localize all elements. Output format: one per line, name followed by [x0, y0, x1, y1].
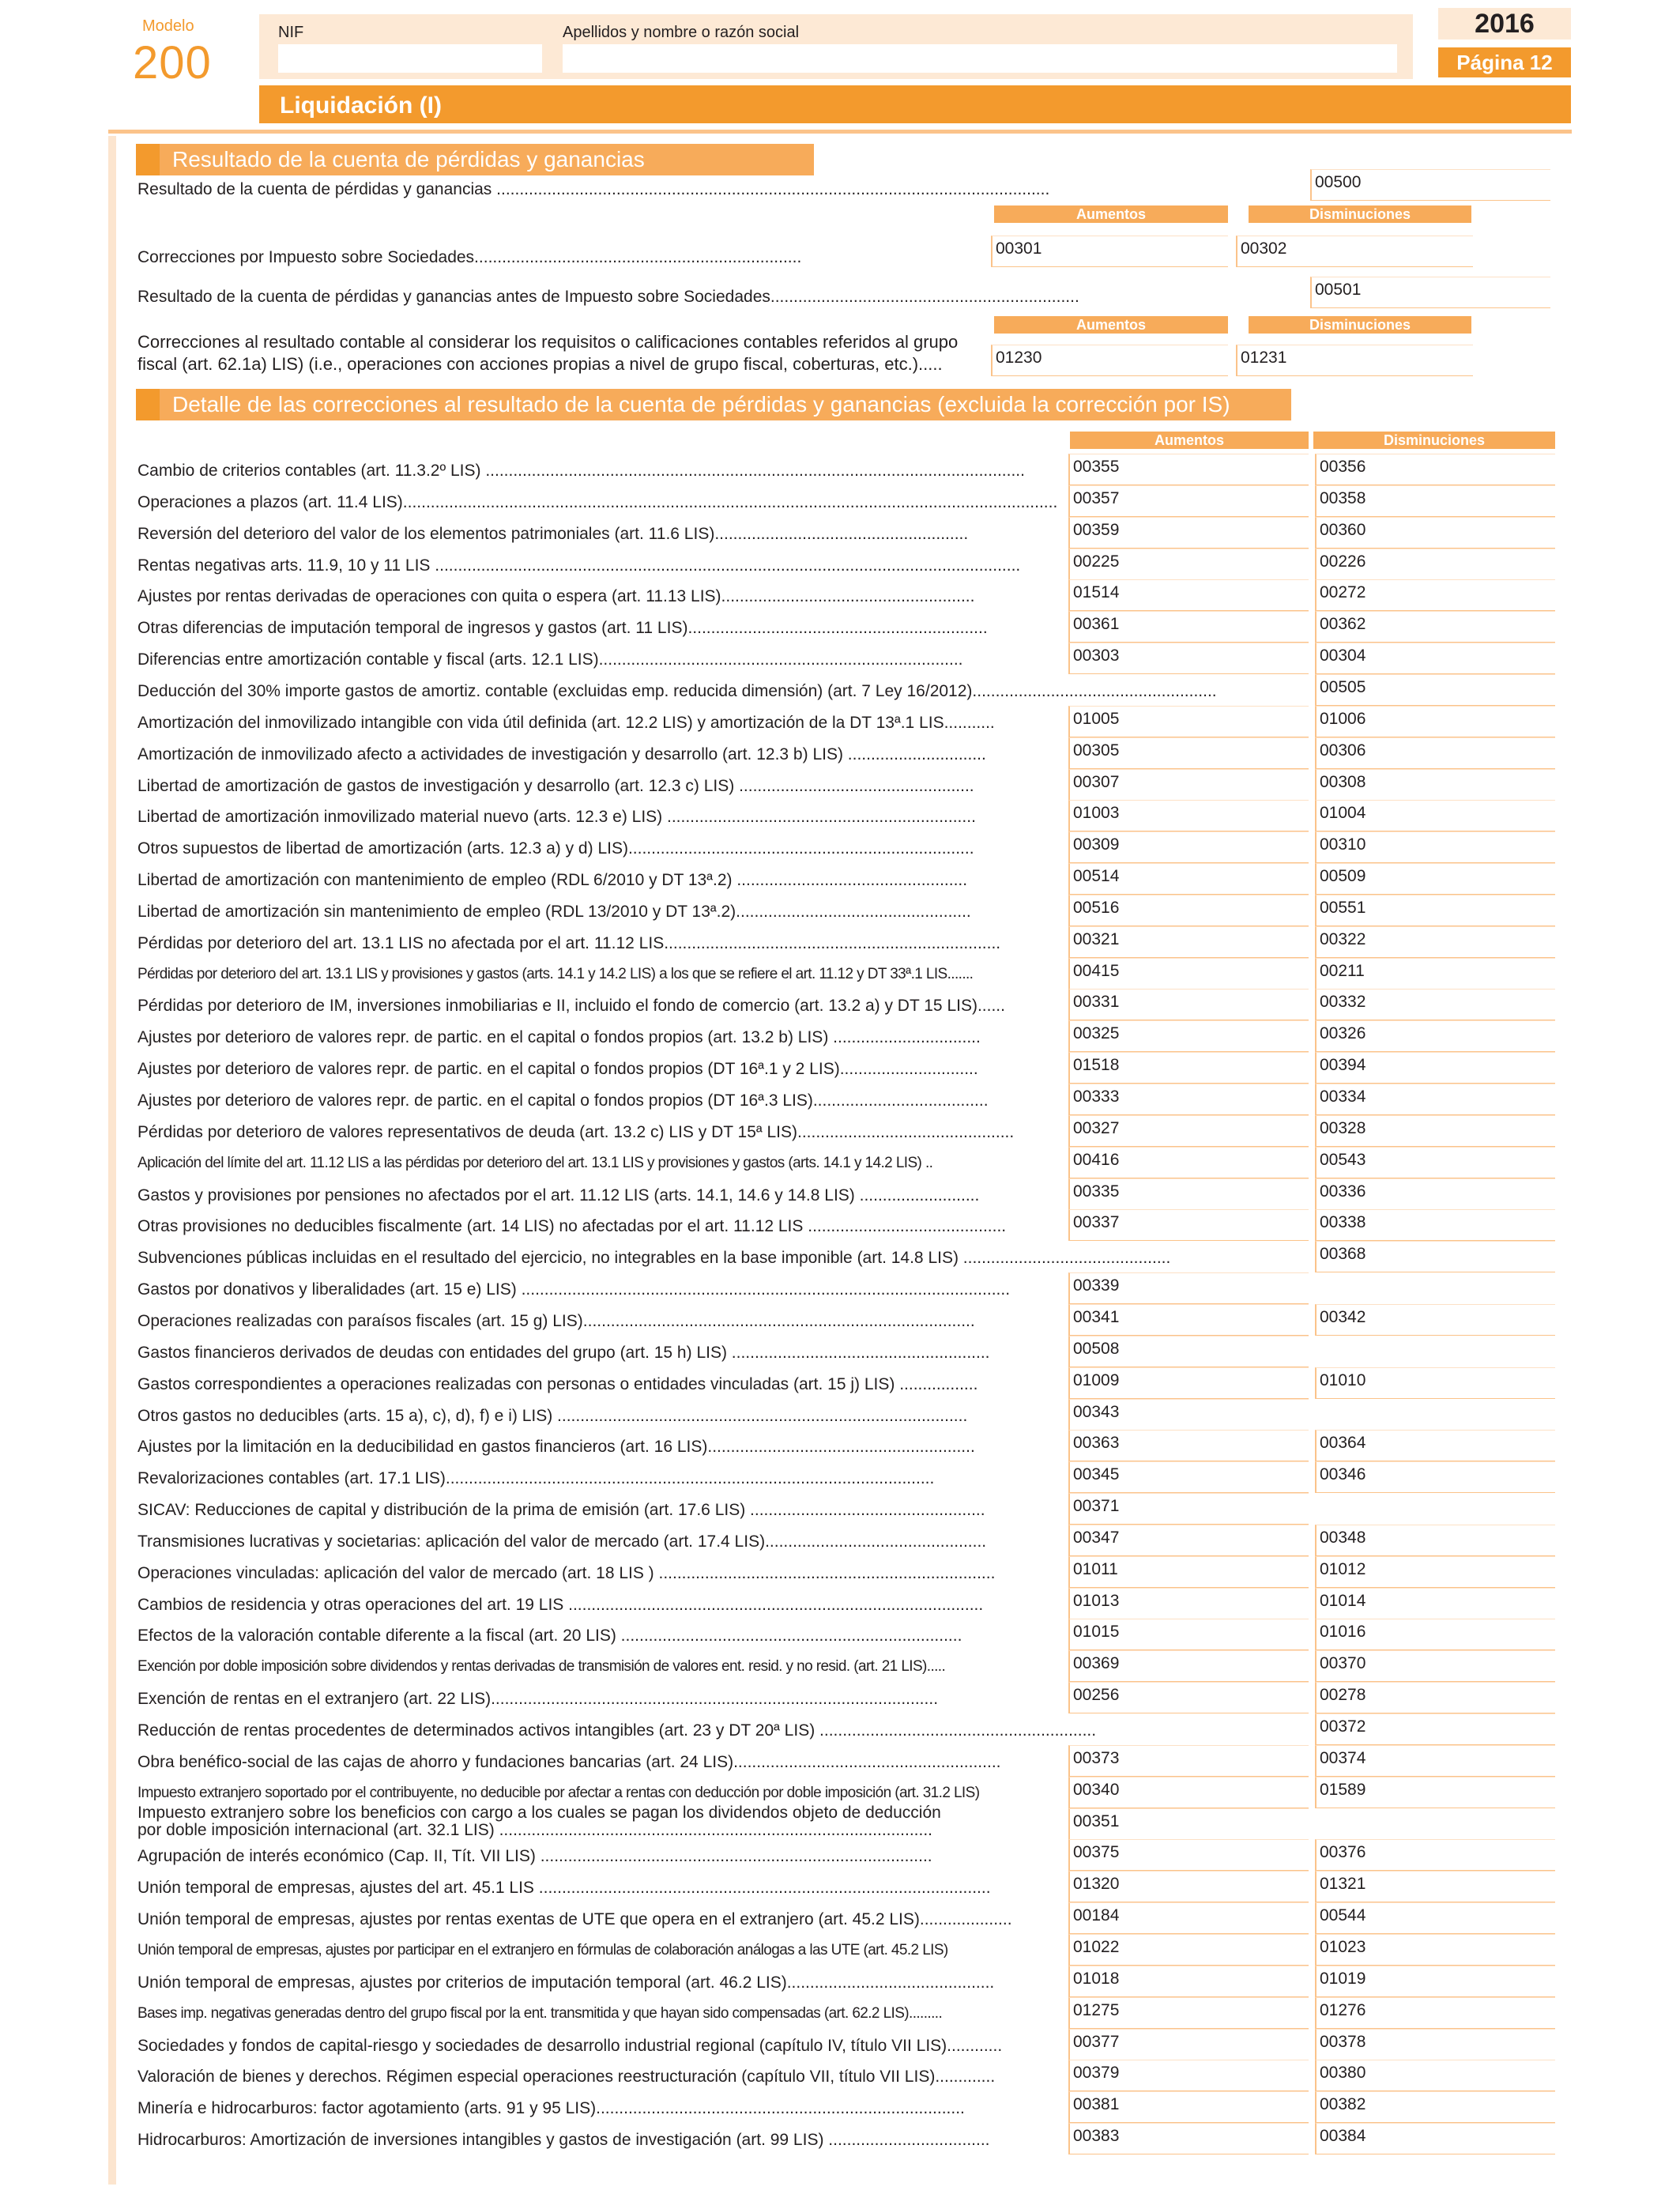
code-01320: 01320	[1073, 1875, 1120, 1893]
input-00383[interactable]	[1068, 2123, 1309, 2154]
input-00384[interactable]	[1315, 2123, 1555, 2154]
input-00361[interactable]	[1068, 611, 1309, 643]
input-00376[interactable]	[1315, 1839, 1555, 1871]
row-label-10: Libertad de amortización de gastos de investigación y desarrollo (art. 12.3 c) LIS) ...................................................	[137, 777, 974, 795]
code-01022: 01022	[1073, 1938, 1120, 1956]
input-00363[interactable]	[1068, 1430, 1309, 1461]
input-00551[interactable]	[1315, 895, 1555, 926]
input-00381[interactable]	[1068, 2091, 1309, 2123]
code-00381: 00381	[1073, 2095, 1120, 2113]
row-label-2: Reversión del deterioro del valor de los elementos patrimoniales (art. 11.6 LIS).......................................................	[137, 525, 969, 543]
row-correcciones-is-label: Correcciones por Impuesto sobre Sociedades.......................................................................	[137, 248, 802, 266]
aumentos-header-1: Aumentos	[994, 205, 1228, 223]
code-00500: 00500	[1315, 173, 1362, 191]
input-00333[interactable]	[1068, 1084, 1309, 1115]
code-01015: 01015	[1073, 1623, 1120, 1641]
code-00362: 00362	[1320, 615, 1366, 633]
input-00309[interactable]	[1068, 831, 1309, 863]
input-01014[interactable]	[1315, 1588, 1555, 1619]
code-00360: 00360	[1320, 521, 1366, 539]
code-00358: 00358	[1320, 489, 1366, 507]
code-00309: 00309	[1073, 835, 1120, 854]
input-00184[interactable]	[1068, 1902, 1309, 1934]
code-00304: 00304	[1320, 647, 1366, 665]
disminuciones-header-2: Disminuciones	[1249, 316, 1471, 334]
input-00377[interactable]	[1068, 2029, 1309, 2060]
row-label-29: Gastos correspondientes a operaciones realizadas con personas o entidades vinculadas (art. 15 j) LIS) .................	[137, 1375, 978, 1393]
input-00321[interactable]	[1068, 926, 1309, 958]
code-00336: 00336	[1320, 1182, 1366, 1201]
input-00357[interactable]	[1068, 485, 1309, 517]
input-00378[interactable]	[1315, 2029, 1555, 2060]
input-00382[interactable]	[1315, 2091, 1555, 2123]
row-label-12: Otros supuestos de libertad de amortización (arts. 12.3 a) y d) LIS)...........................................................................	[137, 839, 974, 858]
input-01589[interactable]	[1315, 1777, 1555, 1808]
code-01518: 01518	[1073, 1056, 1120, 1074]
code-00335: 00335	[1073, 1182, 1120, 1201]
code-00378: 00378	[1320, 2033, 1366, 2051]
input-00336[interactable]	[1315, 1178, 1555, 1210]
input-01016[interactable]	[1315, 1619, 1555, 1650]
row-resultado-label: Resultado de la cuenta de pérdidas y ganancias ........................................................................................................................	[137, 180, 1050, 198]
input-00325[interactable]	[1068, 1020, 1309, 1052]
code-01016: 01016	[1320, 1623, 1366, 1641]
code-00184: 00184	[1073, 1906, 1120, 1924]
row-label-43-line1: Impuesto extranjero sobre los beneficios con cargo a los cuales se pagan los dividendos objeto de deducción	[137, 1804, 941, 1822]
code-01004: 01004	[1320, 804, 1366, 822]
code-00310: 00310	[1320, 835, 1366, 854]
code-00375: 00375	[1073, 1843, 1120, 1861]
input-00225[interactable]	[1068, 548, 1309, 580]
input-00394[interactable]	[1315, 1052, 1555, 1084]
input-00360[interactable]	[1315, 517, 1555, 548]
row-label-17: Pérdidas por deterioro de IM, inversiones inmobiliarias e II, incluido el fondo de comercio (art. 13.2 a) y DT 15 LIS)......	[137, 997, 1005, 1015]
row-label-16: Pérdidas por deterioro del art. 13.1 LIS y provisiones y gastos (arts. 14.1 y 14.2 LIS) a los que se refiere el art. 11.12 y DT 33ª.1 LIS.......	[137, 966, 974, 982]
input-00326[interactable]	[1315, 1020, 1555, 1052]
input-00356[interactable]	[1315, 454, 1555, 485]
input-00302[interactable]	[1236, 236, 1473, 267]
input-00379[interactable]	[1068, 2060, 1309, 2091]
input-00501[interactable]	[1310, 277, 1550, 308]
code-00382: 00382	[1320, 2095, 1366, 2113]
code-01276: 01276	[1320, 2001, 1366, 2019]
row-label-38: Exención por doble imposición sobre dividendos y rentas derivadas de transmisión de valores ent. resid. y no resid. (art. 21 LIS).....	[137, 1658, 946, 1675]
input-00348[interactable]	[1315, 1525, 1555, 1556]
code-01014: 01014	[1320, 1592, 1366, 1610]
code-00345: 00345	[1073, 1465, 1120, 1483]
code-01275: 01275	[1073, 2001, 1120, 2019]
code-00508: 00508	[1073, 1340, 1120, 1358]
code-00339: 00339	[1073, 1276, 1120, 1295]
row-label-36: Cambios de residencia y otras operaciones del art. 19 LIS ..........................................................................................	[137, 1596, 984, 1614]
row-label-40: Reducción de rentas procedentes de determinados activos intangibles (art. 23 y DT 20ª LIS) ............................................................	[137, 1721, 1097, 1740]
code-01018: 01018	[1073, 1970, 1120, 1988]
code-00303: 00303	[1073, 647, 1120, 665]
input-00340[interactable]	[1068, 1777, 1309, 1808]
input-00364[interactable]	[1315, 1430, 1555, 1461]
input-00369[interactable]	[1068, 1650, 1309, 1682]
input-00375[interactable]	[1068, 1839, 1309, 1871]
input-00370[interactable]	[1315, 1650, 1555, 1682]
row-label-20: Ajustes por deterioro de valores repr. de partic. en el capital o fondos propios (DT 16ª.3 LIS)......................................	[137, 1091, 989, 1110]
input-00516[interactable]	[1068, 895, 1309, 926]
code-00368: 00368	[1320, 1245, 1366, 1263]
input-00346[interactable]	[1315, 1461, 1555, 1493]
code-00211: 00211	[1320, 962, 1365, 980]
code-00361: 00361	[1073, 615, 1120, 633]
title-rule	[108, 130, 1572, 134]
row-resultado-antes-is-label: Resultado de la cuenta de pérdidas y ganancias antes de Impuesto sobre Sociedades...................................................................	[137, 288, 1079, 306]
name-field[interactable]	[563, 44, 1397, 73]
row-label-46: Unión temporal de empresas, ajustes por rentas exentas de UTE que opera en el extranjero (art. 45.2 LIS)....................	[137, 1910, 1012, 1928]
input-00335[interactable]	[1068, 1178, 1309, 1210]
code-01005: 01005	[1073, 710, 1120, 728]
row-label-1: Operaciones a plazos (art. 11.4 LIS)..............................................................................................................................................	[137, 493, 1058, 511]
row-label-15: Pérdidas por deterioro del art. 13.1 LIS no afectada por el art. 11.12 LIS.........................................................................	[137, 934, 1001, 952]
input-00415[interactable]	[1068, 958, 1309, 990]
year-badge: 2016	[1438, 8, 1571, 40]
code-00337: 00337	[1073, 1213, 1120, 1231]
row-label-39: Exención de rentas en el extranjero (art. 22 LIS).................................................................................................	[137, 1690, 939, 1708]
input-00310[interactable]	[1315, 831, 1555, 863]
code-00364: 00364	[1320, 1434, 1366, 1452]
code-00302: 00302	[1241, 239, 1287, 258]
aumentos-header-3: Aumentos	[1070, 432, 1309, 449]
row-label-48: Unión temporal de empresas, ajustes por criterios de imputación temporal (art. 46.2 LIS).............................................	[137, 1973, 995, 1992]
row-label-31: Ajustes por la limitación en la deducibilidad en gastos financieros (art. 16 LIS)..........................................................	[137, 1438, 975, 1456]
code-01230: 01230	[996, 349, 1042, 367]
row-label-11: Libertad de amortización inmovilizado material nuevo (arts. 12.3 e) LIS) ...................................................................	[137, 808, 976, 826]
code-01003: 01003	[1073, 804, 1120, 822]
input-00328[interactable]	[1315, 1115, 1555, 1147]
code-00333: 00333	[1073, 1088, 1120, 1106]
code-00305: 00305	[1073, 741, 1120, 760]
code-00225: 00225	[1073, 552, 1120, 571]
row-label-25: Subvenciones públicas incluidas en el resultado del ejercicio, no integrables en la base imponible (art. 14.8 LIS) .............................................	[137, 1249, 1171, 1267]
disminuciones-header-1: Disminuciones	[1249, 205, 1471, 223]
input-00303[interactable]	[1068, 643, 1309, 674]
code-00383: 00383	[1073, 2127, 1120, 2145]
row-label-28: Gastos financieros derivados de deudas con entidades del grupo (art. 15 h) LIS) ........................................................	[137, 1344, 990, 1362]
row-label-19: Ajustes por deterioro de valores repr. de partic. en el capital o fondos propios (DT 16ª.1 y 2 LIS)..............................	[137, 1060, 978, 1078]
row-label-8: Amortización del inmovilizado intangible con vida útil definida (art. 12.2 LIS) y amortización de la DT 13ª.1 LIS...........	[137, 714, 995, 732]
input-01518[interactable]	[1068, 1052, 1309, 1084]
aumentos-header-2: Aumentos	[994, 316, 1228, 334]
code-00332: 00332	[1320, 993, 1366, 1011]
input-01275[interactable]	[1068, 1997, 1309, 2029]
input-00514[interactable]	[1068, 863, 1309, 895]
input-00331[interactable]	[1068, 989, 1309, 1020]
row-label-53: Hidrocarburos: Amortización de inversiones intangibles y gastos de investigación (art. 99 LIS) ...................................	[137, 2131, 990, 2149]
input-00509[interactable]	[1315, 863, 1555, 895]
code-00326: 00326	[1320, 1024, 1366, 1042]
code-00351: 00351	[1073, 1812, 1120, 1830]
code-01009: 01009	[1073, 1371, 1120, 1389]
code-00416: 00416	[1073, 1151, 1120, 1169]
code-01012: 01012	[1320, 1560, 1366, 1578]
row-label-50: Sociedades y fondos de capital-riesgo y sociedades de desarrollo industrial regional (capítulo IV, título VII LIS)............	[137, 2037, 1003, 2055]
input-01013[interactable]	[1068, 1588, 1309, 1619]
row-correcciones-grupo-label-1: Correcciones al resultado contable al considerar los requisitos o calificaciones contables referidos al grupo	[137, 332, 959, 352]
input-00355[interactable]	[1068, 454, 1309, 485]
nif-field[interactable]	[278, 44, 542, 73]
code-00306: 00306	[1320, 741, 1366, 760]
row-label-42: Impuesto extranjero soportado por el contribuyente, no deducible por afectar a rentas con deducción por doble imposición (art. 31.2 LIS)	[137, 1785, 980, 1801]
input-00342[interactable]	[1315, 1304, 1555, 1336]
code-00373: 00373	[1073, 1749, 1120, 1767]
code-00334: 00334	[1320, 1088, 1366, 1106]
code-01023: 01023	[1320, 1938, 1366, 1956]
input-00373[interactable]	[1068, 1745, 1309, 1777]
code-00338: 00338	[1320, 1213, 1366, 1231]
row-label-37: Efectos de la valoración contable diferente a la fiscal (art. 20 LIS) ..........................................................................	[137, 1627, 962, 1645]
code-00369: 00369	[1073, 1654, 1120, 1672]
input-00272[interactable]	[1315, 579, 1555, 611]
code-00357: 00357	[1073, 489, 1120, 507]
code-00322: 00322	[1320, 930, 1366, 948]
code-00379: 00379	[1073, 2064, 1120, 2082]
input-00307[interactable]	[1068, 769, 1309, 801]
input-01019[interactable]	[1315, 1966, 1555, 1997]
code-00355: 00355	[1073, 458, 1120, 476]
input-01010[interactable]	[1315, 1367, 1555, 1399]
code-00394: 00394	[1320, 1056, 1366, 1074]
input-00500[interactable]	[1310, 169, 1550, 201]
row-label-24: Otras provisiones no deducibles fiscalmente (art. 14 LIS) no afectadas por el art. 11.12 LIS ...........................................	[137, 1217, 1007, 1235]
row-label-27: Operaciones realizadas con paraísos fiscales (art. 15 g) LIS).....................................................................................	[137, 1312, 975, 1330]
input-01015[interactable]	[1068, 1619, 1309, 1650]
code-00514: 00514	[1073, 867, 1120, 885]
input-00343[interactable]	[1068, 1399, 1309, 1431]
input-00306[interactable]	[1315, 737, 1555, 769]
input-00322[interactable]	[1315, 926, 1555, 958]
row-label-43-line2: por doble imposición internacional (art. 32.1 LIS) ..............................................................................................	[137, 1821, 933, 1839]
row-label-13: Libertad de amortización con mantenimiento de empleo (RDL 6/2010 y DT 13ª.2) ..................................................	[137, 871, 968, 889]
input-00337[interactable]	[1068, 1209, 1309, 1241]
code-00359: 00359	[1073, 521, 1120, 539]
input-01018[interactable]	[1068, 1966, 1309, 1997]
row-label-51: Valoración de bienes y derechos. Régimen especial operaciones reestructuración (capítulo VII, título VII LIS).............	[137, 2068, 996, 2086]
input-00341[interactable]	[1068, 1304, 1309, 1336]
input-01009[interactable]	[1068, 1367, 1309, 1399]
section-1-title: Resultado de la cuenta de pérdidas y ganancias	[136, 144, 814, 175]
code-01011: 01011	[1073, 1560, 1118, 1578]
input-00362[interactable]	[1315, 611, 1555, 643]
input-00305[interactable]	[1068, 737, 1309, 769]
code-00384: 00384	[1320, 2127, 1366, 2145]
input-01006[interactable]	[1315, 706, 1555, 737]
input-00351[interactable]	[1068, 1808, 1309, 1840]
code-00342: 00342	[1320, 1308, 1366, 1326]
row-label-0: Cambio de criterios contables (art. 11.3.2º LIS) .....................................................................................................................	[137, 462, 1025, 480]
input-00374[interactable]	[1315, 1745, 1555, 1777]
input-01012[interactable]	[1315, 1556, 1555, 1588]
code-01231: 01231	[1241, 349, 1287, 367]
input-01022[interactable]	[1068, 1934, 1309, 1966]
code-00307: 00307	[1073, 773, 1120, 791]
row-label-44: Agrupación de interés económico (Cap. II, Tít. VII LIS) .....................................................................................	[137, 1847, 932, 1865]
code-00226: 00226	[1320, 552, 1366, 571]
code-00325: 00325	[1073, 1024, 1120, 1042]
row-label-47: Unión temporal de empresas, ajustes por participar en el extranjero en fórmulas de colaboración análogas a las UTE (art. 45.2 LIS)	[137, 1942, 948, 1958]
input-00505[interactable]	[1315, 674, 1555, 706]
code-00363: 00363	[1073, 1434, 1120, 1452]
row-label-4: Ajustes por rentas derivadas de operaciones con quita o espera (art. 11.13 LIS).......................................................	[137, 587, 975, 605]
row-label-9: Amortización de inmovilizado afecto a actividades de investigación y desarrollo (art. 12.3 b) LIS) ..............................	[137, 745, 986, 763]
input-00226[interactable]	[1315, 548, 1555, 580]
input-00543[interactable]	[1315, 1147, 1555, 1178]
code-01013: 01013	[1073, 1592, 1120, 1610]
code-01019: 01019	[1320, 1970, 1366, 1988]
code-00377: 00377	[1073, 2033, 1120, 2051]
code-00347: 00347	[1073, 1529, 1120, 1547]
row-label-35: Operaciones vinculadas: aplicación del valor de mercado (art. 18 LIS ) .........................................................................	[137, 1564, 996, 1582]
input-00380[interactable]	[1315, 2060, 1555, 2091]
input-00416[interactable]	[1068, 1147, 1309, 1178]
row-label-23: Gastos y provisiones por pensiones no afectados por el art. 11.12 LIS (arts. 14.1, 14.6 y 14.8 LIS) ..........................	[137, 1186, 980, 1204]
code-00301: 00301	[996, 239, 1042, 258]
code-00331: 00331	[1073, 993, 1120, 1011]
row-label-22: Aplicación del límite del art. 11.12 LIS a las pérdidas por deterioro del art. 13.1 LIS y provisiones y gastos (arts. 14.1 y 14.2 LIS) ..	[137, 1155, 933, 1171]
nif-label: NIF	[278, 24, 304, 41]
row-label-18: Ajustes por deterioro de valores repr. de partic. en el capital o fondos propios (art. 13.2 b) LIS) ................................	[137, 1028, 981, 1046]
modelo-label: Modelo	[142, 17, 194, 35]
input-00338[interactable]	[1315, 1209, 1555, 1241]
code-00348: 00348	[1320, 1529, 1366, 1547]
input-00372[interactable]	[1315, 1713, 1555, 1745]
code-00509: 00509	[1320, 867, 1366, 885]
row-label-7: Deducción del 30% importe gastos de amortiz. contable (excluidas emp. reducida dimensión) (art. 7 Ley 16/2012).....................................................	[137, 682, 1217, 700]
code-00328: 00328	[1320, 1119, 1366, 1137]
code-00372: 00372	[1320, 1717, 1366, 1736]
code-00415: 00415	[1073, 962, 1120, 980]
input-01321[interactable]	[1315, 1871, 1555, 1902]
row-label-34: Transmisiones lucrativas y societarias: aplicación del valor de mercado (art. 17.4 LIS)................................................	[137, 1532, 987, 1551]
code-01006: 01006	[1320, 710, 1366, 728]
input-01003[interactable]	[1068, 800, 1309, 831]
row-correcciones-grupo-label-2: fiscal (art. 62.1a) LIS) (i.e., operaciones con acciones propias a nivel de grupo fiscal, coberturas, etc.).....	[137, 354, 943, 374]
input-01004[interactable]	[1315, 800, 1555, 831]
row-label-41: Obra benéfico-social de las cajas de ahorro y fundaciones bancarias (art. 24 LIS)..........................................................	[137, 1753, 1001, 1771]
input-00368[interactable]	[1315, 1241, 1555, 1272]
code-00374: 00374	[1320, 1749, 1366, 1767]
row-label-33: SICAV: Reducciones de capital y distribución de la prima de emisión (art. 17.6 LIS) ...................................................	[137, 1501, 985, 1519]
input-00256[interactable]	[1068, 1682, 1309, 1713]
code-00371: 00371	[1073, 1497, 1120, 1515]
input-00345[interactable]	[1068, 1461, 1309, 1493]
row-label-45: Unión temporal de empresas, ajustes del art. 45.1 LIS ..................................................................................................	[137, 1879, 991, 1897]
code-00505: 00505	[1320, 678, 1366, 696]
code-00370: 00370	[1320, 1654, 1366, 1672]
page-badge: Página 12	[1438, 47, 1571, 77]
row-label-30: Otros gastos no deducibles (arts. 15 a), c), d), f) e i) LIS) .........................................................................................	[137, 1407, 968, 1425]
input-00347[interactable]	[1068, 1525, 1309, 1556]
code-00272: 00272	[1320, 583, 1366, 601]
row-label-3: Rentas negativas arts. 11.9, 10 y 11 LIS ...............................................................................................................................	[137, 556, 1021, 575]
input-00278[interactable]	[1315, 1682, 1555, 1713]
input-00371[interactable]	[1068, 1493, 1309, 1525]
code-00356: 00356	[1320, 458, 1366, 476]
row-label-49: Bases imp. negativas generadas dentro del grupo fiscal por la ent. transmitida y que hayan sido compensadas (art. 62.2 LIS).........	[137, 2005, 943, 2022]
code-00321: 00321	[1073, 930, 1120, 948]
row-label-32: Revalorizaciones contables (art. 17.1 LIS)..........................................................................................................	[137, 1469, 935, 1487]
input-00304[interactable]	[1315, 643, 1555, 674]
input-00358[interactable]	[1315, 485, 1555, 517]
code-01589: 01589	[1320, 1781, 1366, 1799]
row-label-21: Pérdidas por deterioro de valores representativos de deuda (art. 13.2 c) LIS y DT 15ª LIS)...............................................	[137, 1123, 1015, 1141]
code-00544: 00544	[1320, 1906, 1366, 1924]
input-00308[interactable]	[1315, 769, 1555, 801]
input-00339[interactable]	[1068, 1272, 1309, 1304]
code-00256: 00256	[1073, 1686, 1120, 1704]
code-00380: 00380	[1320, 2064, 1366, 2082]
row-label-14: Libertad de amortización sin mantenimiento de empleo (RDL 13/2010 y DT 13ª.2)...................................................	[137, 903, 971, 921]
input-01514[interactable]	[1068, 579, 1309, 611]
code-00516: 00516	[1073, 899, 1120, 917]
disminuciones-header-3: Disminuciones	[1313, 432, 1555, 449]
input-01230[interactable]	[991, 345, 1228, 376]
input-00327[interactable]	[1068, 1115, 1309, 1147]
row-label-5: Otras diferencias de imputación temporal de ingresos y gastos (art. 11 LIS).................................................................	[137, 619, 988, 637]
code-00308: 00308	[1320, 773, 1366, 791]
code-00278: 00278	[1320, 1686, 1366, 1704]
section-2-title: Detalle de las correcciones al resultado de la cuenta de pérdidas y ganancias (excluida la corrección por IS)	[136, 389, 1291, 420]
code-00327: 00327	[1073, 1119, 1120, 1137]
row-label-52: Minería e hidrocarburos: factor agotamiento (arts. 91 y 95 LIS)................................................................................	[137, 2099, 965, 2117]
code-00501: 00501	[1315, 281, 1362, 299]
input-01005[interactable]	[1068, 706, 1309, 737]
input-01011[interactable]	[1068, 1556, 1309, 1588]
code-00341: 00341	[1073, 1308, 1120, 1326]
input-00334[interactable]	[1315, 1084, 1555, 1115]
input-01320[interactable]	[1068, 1871, 1309, 1902]
code-00343: 00343	[1073, 1403, 1120, 1421]
input-01276[interactable]	[1315, 1997, 1555, 2029]
row-label-6: Diferencias entre amortización contable y fiscal (arts. 12.1 LIS)...............................................................................	[137, 650, 963, 669]
code-01321: 01321	[1320, 1875, 1366, 1893]
code-01514: 01514	[1073, 583, 1120, 601]
code-00340: 00340	[1073, 1781, 1120, 1799]
input-00544[interactable]	[1315, 1902, 1555, 1934]
code-00551: 00551	[1320, 899, 1366, 917]
modelo-number: 200	[133, 37, 212, 89]
code-01010: 01010	[1320, 1371, 1366, 1389]
input-00359[interactable]	[1068, 517, 1309, 548]
input-00332[interactable]	[1315, 989, 1555, 1020]
input-00508[interactable]	[1068, 1336, 1309, 1367]
input-00301[interactable]	[991, 236, 1228, 267]
name-label: Apellidos y nombre o razón social	[563, 24, 800, 41]
input-00211[interactable]	[1315, 958, 1555, 990]
code-00376: 00376	[1320, 1843, 1366, 1861]
input-01023[interactable]	[1315, 1934, 1555, 1966]
code-00346: 00346	[1320, 1465, 1366, 1483]
row-label-26: Gastos por donativos y liberalidades (art. 15 e) LIS) ..........................................................................................................	[137, 1280, 1011, 1299]
code-00543: 00543	[1320, 1151, 1366, 1169]
page-title: Liquidación (I)	[259, 85, 1571, 123]
left-margin-bar	[108, 136, 116, 2185]
input-01231[interactable]	[1236, 345, 1473, 376]
